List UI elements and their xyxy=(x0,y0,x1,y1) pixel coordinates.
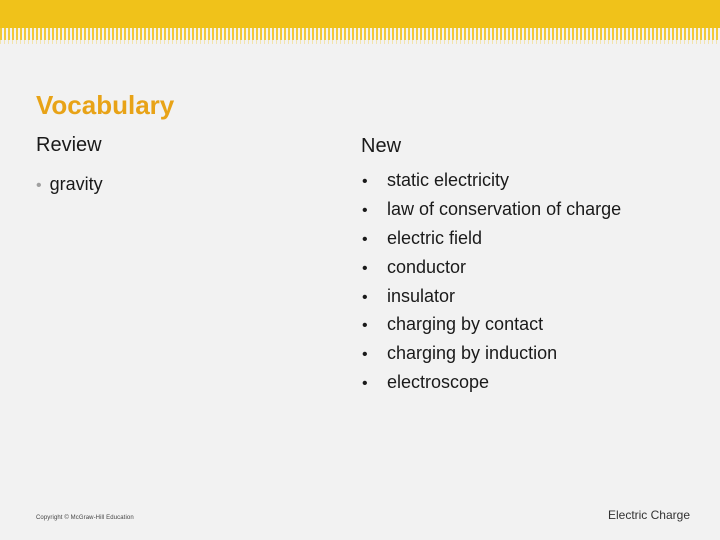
review-heading: Review xyxy=(36,134,102,156)
new-term: law of conservation of charge xyxy=(387,198,622,219)
list-item xyxy=(362,168,621,197)
list-item xyxy=(362,312,621,341)
bullet-icon: • xyxy=(362,230,368,248)
top-accent-band xyxy=(0,0,720,28)
footer-chapter-label: Electric Charge xyxy=(607,508,690,522)
bullet-icon: • xyxy=(362,259,368,277)
list-item xyxy=(362,226,621,255)
bullet-icon: • xyxy=(362,201,368,219)
new-term: charging by contact xyxy=(387,314,544,335)
bullet-icon: • xyxy=(36,177,42,194)
bullet-icon: • xyxy=(362,375,368,393)
review-list xyxy=(36,174,103,195)
new-term: electroscope xyxy=(387,372,490,393)
list-item xyxy=(36,174,103,195)
new-terms-list xyxy=(362,168,621,399)
bullet-icon: • xyxy=(362,346,368,364)
bullet-icon: • xyxy=(362,173,368,190)
new-term: static electricity xyxy=(387,170,510,190)
review-term: gravity xyxy=(49,174,103,194)
top-accent-stripes-light xyxy=(0,40,720,44)
new-term: insulator xyxy=(387,285,456,306)
list-item xyxy=(362,197,621,226)
slide-title: Vocabulary xyxy=(36,90,175,120)
bullet-icon: • xyxy=(362,288,368,306)
list-item xyxy=(362,341,621,370)
new-term: conductor xyxy=(387,256,467,277)
top-accent-stripes xyxy=(0,28,720,40)
bullet-icon: • xyxy=(362,317,368,335)
new-heading: New xyxy=(361,135,402,157)
list-item xyxy=(362,284,621,313)
new-term: charging by induction xyxy=(387,343,558,364)
list-item xyxy=(362,255,621,284)
new-term: electric field xyxy=(387,227,483,248)
copyright-notice: Copyright © McGraw-Hill Education xyxy=(36,515,134,521)
list-item xyxy=(362,370,621,399)
